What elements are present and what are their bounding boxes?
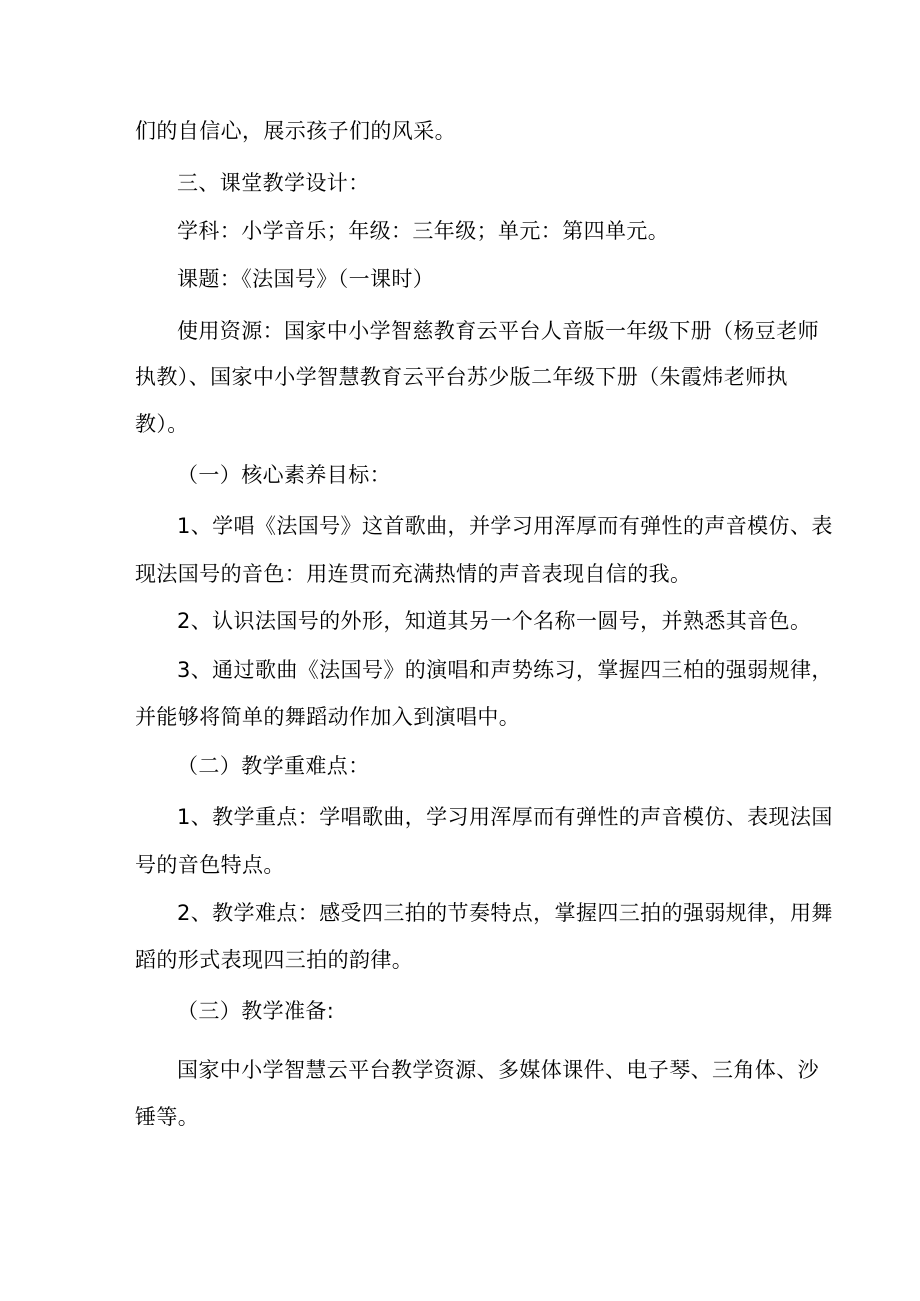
paragraph-line: 们的自信心，展示孩子们的风采。 — [135, 119, 456, 143]
paragraph-line: 国家中小学智慧云平台教学资源、多媒体课件、电子琴、三角体、沙 — [177, 1058, 819, 1082]
paragraph-line: 执教）、国家中小学智慧教育云平台苏少版二年级下册（朱霞炜老师执 — [135, 365, 788, 389]
paragraph-line: 教）。 — [135, 412, 189, 436]
paragraph-line: 1、教学重点：学唱歌曲，学习用浑厚而有弹性的声音模仿、表现法国 — [177, 805, 833, 829]
paragraph-line: 现法国号的音色：用连贯而充满热情的声音表现自信的我。 — [135, 562, 692, 586]
paragraph-line: 蹈的形式表现四三拍的韵律。 — [135, 948, 414, 972]
paragraph-line: 2、教学难点：感受四三拍的节奏特点，掌握四三拍的强弱规律，用舞 — [177, 901, 833, 925]
paragraph-line: 1、学唱《法国号》这首歌曲，并学习用浑厚而有弹性的声音模仿、表 — [177, 514, 833, 538]
subsection-heading: （二）教学重难点： — [177, 754, 370, 778]
paragraph-line: 并能够将简单的舞蹈动作加入到演唱中。 — [135, 705, 521, 729]
paragraph-line: 3、通过歌曲《法国号》的演唱和声势练习，掌握四三柏的强弱规律， — [177, 658, 833, 682]
paragraph-line: 课题：《法国号》（一课时） — [177, 267, 435, 291]
section-heading: 三、课堂教学设计： — [177, 171, 370, 195]
paragraph-line: 2、认识法国号的外形，知道其另一个名称一圆号，并熟悉其音色。 — [177, 609, 812, 633]
subsection-heading: （三）教学准备: — [177, 999, 335, 1023]
subsection-heading: （一）核心素养目标： — [177, 463, 391, 487]
paragraph-line: 学科：小学音乐；年级：三年级；单元：第四单元。 — [177, 219, 670, 243]
paragraph-line: 使用资源：国家中小学智慈教育云平台人音版一年级下册（杨豆老师 — [177, 319, 819, 343]
paragraph-line: 锤等。 — [135, 1105, 200, 1129]
paragraph-line: 号的音色特点。 — [135, 853, 285, 877]
